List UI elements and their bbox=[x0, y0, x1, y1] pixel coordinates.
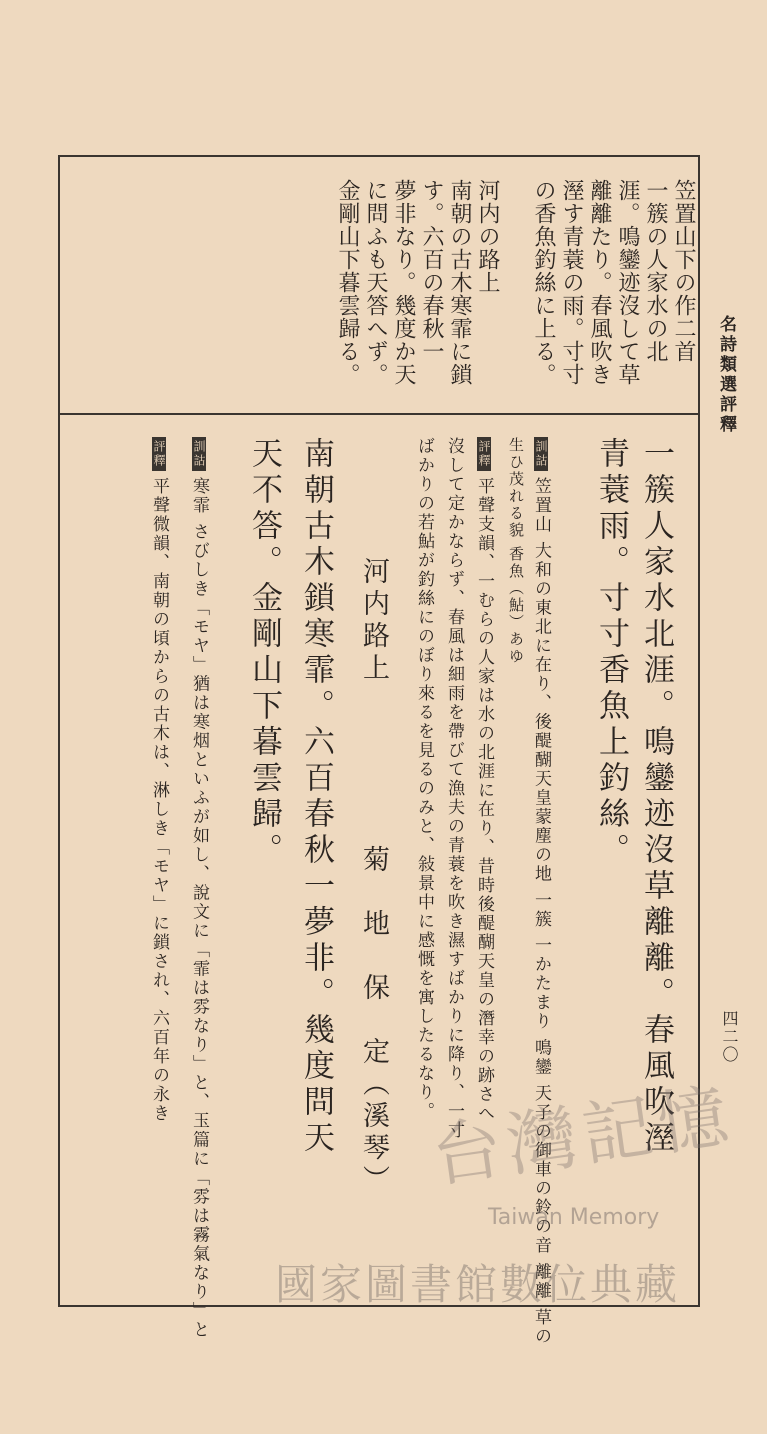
column-text: 青蓑雨。寸寸香魚上釣絲。 bbox=[593, 437, 629, 869]
annotation-tag: 評釋 bbox=[152, 437, 166, 471]
text-column bbox=[150, 437, 167, 1123]
column-text: 天不答。金剛山下暮雲歸。 bbox=[246, 437, 282, 869]
watermark-library: 國家圖書館數位典藏 bbox=[275, 1260, 681, 1309]
annotation-tag: 訓詁 bbox=[534, 437, 548, 471]
column-text: ばかりの若鮎が釣絲にのぼり來るを見るのみと、敍景中に感慨を寓したるなり。 bbox=[414, 437, 434, 1121]
column-text: 一簇人家水北涯。鳴鑾迹沒草離離。春風吹溼 bbox=[638, 437, 674, 1157]
text-column bbox=[475, 437, 492, 1123]
watermark-logo: 台灣記憶 bbox=[426, 1074, 739, 1198]
reading-column: 金剛山下暮雲歸る。 bbox=[335, 179, 360, 386]
reading-box bbox=[60, 157, 698, 415]
annotation-tag: 訓詁 bbox=[192, 437, 206, 471]
text-column bbox=[298, 437, 334, 1157]
reading-column: に問ふも天答へず。 bbox=[363, 179, 388, 386]
book-title: 名詩類選評釋 bbox=[716, 315, 736, 435]
reading-column: 夢非なり。幾度か天 bbox=[391, 179, 416, 386]
text-column bbox=[360, 557, 387, 1197]
watermark-english: Taiwan Memory bbox=[488, 1205, 660, 1230]
column-text: 笠置山 大和の東北に在り、後醍醐天皇蒙塵の地 一簇 一かたまり 鳴鑾 天子の御車の鈴の音 離離 草の bbox=[531, 477, 551, 1346]
column-text: 寒霏 さびしき「モヤ」猶は寒烟といふが如し、說文に「霏は雰なり」と、玉篇に「雰は霧氣なり」と bbox=[189, 477, 209, 1340]
column-text: 南朝古木鎖寒霏。六百春秋一夢非。幾度問天 bbox=[298, 437, 334, 1157]
text-column bbox=[415, 437, 432, 1121]
column-text: 平聲支韻、一むらの人家は水の北涯に在り、昔時後醍醐天皇の潛幸の跡さへ bbox=[474, 477, 494, 1123]
reading-column: 笠置山下の作二首 bbox=[671, 179, 696, 363]
text-column bbox=[246, 437, 282, 869]
reading-column: の香魚釣絲に上る。 bbox=[531, 179, 556, 386]
column-text: 平聲微韻、南朝の頃からの古木は、淋しき「モヤ」に鎖され、六百年の永き bbox=[149, 477, 169, 1123]
reading-column: 南朝の古木寒霏に鎖 bbox=[447, 179, 472, 386]
text-column bbox=[508, 437, 523, 665]
column-text: 生ひ茂れる貌 香魚（鮎）あゆ bbox=[507, 437, 525, 665]
reading-column: 溼す青蓑の雨。寸寸 bbox=[559, 179, 584, 386]
reading-column: 涯。鳴鑾迹沒して草 bbox=[615, 179, 640, 386]
annotation-tag: 評釋 bbox=[477, 437, 491, 471]
reading-column: 離離たり。春風吹き bbox=[587, 179, 612, 386]
reading-column: 一簇の人家水の北 bbox=[643, 179, 668, 363]
text-column bbox=[593, 437, 629, 869]
text-column bbox=[445, 437, 462, 1140]
reading-column: す。六百の春秋一 bbox=[419, 179, 444, 363]
text-column bbox=[190, 437, 207, 1339]
text-column bbox=[638, 437, 674, 1157]
page-number: 四二〇 bbox=[720, 1010, 739, 1064]
column-text: 沒して定かならず、春風は細雨を帶びて漁夫の青蓑を吹き濕すばかりに降り、一寸 bbox=[444, 437, 464, 1140]
column-text: 河内路上 菊 地 保 定（溪琴） bbox=[358, 557, 389, 1197]
reading-column: 河内の路上 bbox=[475, 179, 500, 294]
